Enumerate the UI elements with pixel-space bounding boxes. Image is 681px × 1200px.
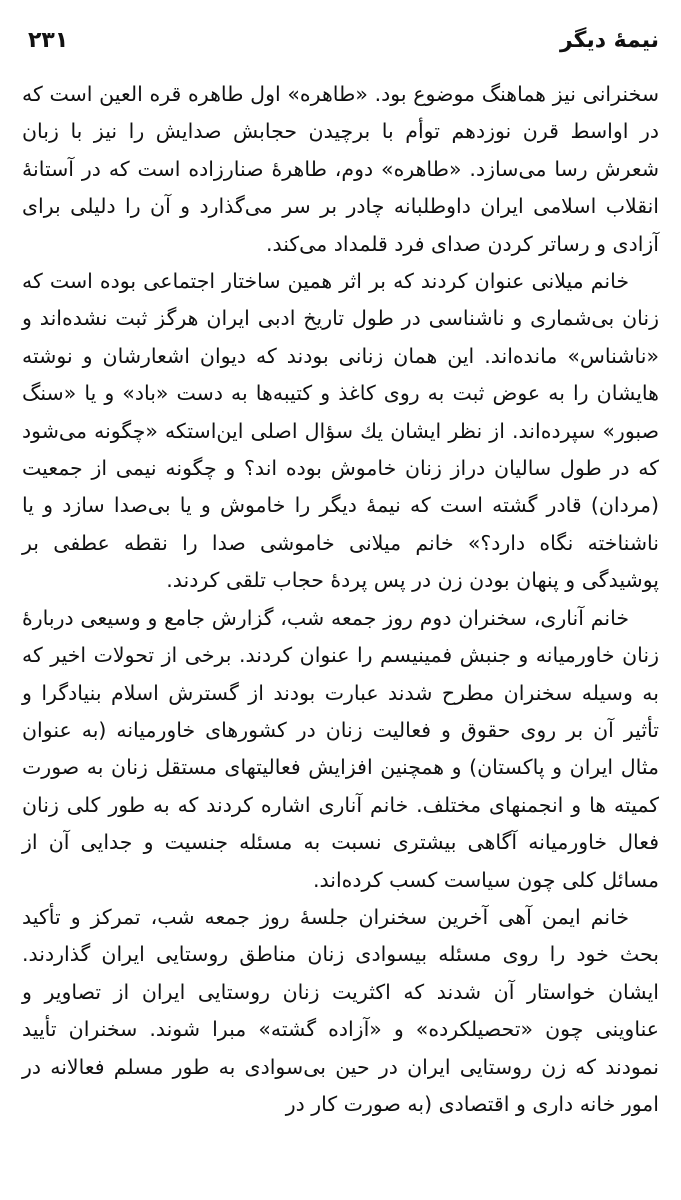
body-text [22, 76, 659, 1123]
paragraph: خانم میلانی عنوان کردند که بر اثر همین ساختار اجتماعی بوده است که زنان بی‌شماری و ناشناسی در طول تاریخ ادبی ایران هرگز ثبت نشده‌اند و «ناشناس» مانده‌اند. این همان زنانی بودند که دیوان اشعارشان و نوشته هایشان را به عوض ثبت به روی کاغذ و کتیبه‌ها به دست «باد» و یا «سنگ صبور» سپرده‌اند. از نظر ایشان یك سؤال اصلی این‌استکه «چگونه می‌شود که در طول سالیان دراز زنان خاموش بوده اند؟ و چگونه نیمی از جمعیت (مردان) قادر گشته است که نیمهٔ دیگر را خاموش و یا بی‌صدا سازد و یا ناشناخته نگاه دارد؟» خانم میلانی خاموشی صدا را نقطه عطفی بر پوشیدگی و پنهان بودن زن در پس پردهٔ حجاب تلقی کردند. [22, 269, 659, 593]
page-number: ۲۳۱ [28, 27, 69, 53]
running-title: نیمهٔ دیگر [559, 27, 659, 53]
paragraph: خانم ایمن آهی آخرین سخنران جلسهٔ روز جمعه شب، تمرکز و تأکید بحث خود را روی مسئله بیسوادی زنان مناطق روستایی ایران گذاردند. ایشان خواستار آن شدند که اکثریت زنان روستایی ایران از تصاویر و عناوینی چون «تحصیلکرده» و «آزاده گشته» مبرا شوند. سخنران تأیید نمودند که زن روستایی ایران در حین بی‌سوادی به طور مسلم فعالانه در امور خانه داری و اقتصادی (به صورت کار در [22, 904, 659, 1116]
paragraph: سخنرانی نیز هماهنگ موضوع بود. «طاهره» اول طاهره قره العین است که در اواسط قرن نوزدهم توأم با برچیدن حجابش صدایش را نیز با زبان شعرش رسا می‌سازد. «طاهره» دوم، طاهرهٔ صنارزاده است که در آستانهٔ انقلاب اسلامی ایران داوطلبانه چادر بر سر می‌گذارد و آن را دلیلی برای آزادی و رساتر کردن صدای فرد قلمداد می‌کند. [22, 82, 659, 256]
page-header [28, 20, 659, 60]
paragraph: خانم آناری، سخنران دوم روز جمعه شب، گزارش جامع و وسیعی دربارهٔ زنان خاورمیانه و جنبش فمینیسم را عنوان کردند. برخی از تحولات اخیر که به وسیله سخنران مطرح شدند عبارت بودند از گسترش اسلام بنیادگرا و تأثیر آن بر روی حقوق و فعالیت زنان در کشورهای خاورمیانه (به عنوان مثال ایران و پاکستان) و همچنین افزایش فعالیتهای مستقل زنان به صورت کمیته ها و انجمنهای مختلف. خانم آناری اشاره کردند که به طور کلی زنان فعال خاورمیانه آگاهی بیشتری نسبت به مسئله جنسیت و جدایی آن از مسائل کلی چون سیاست کسب کرده‌اند. [22, 605, 659, 892]
